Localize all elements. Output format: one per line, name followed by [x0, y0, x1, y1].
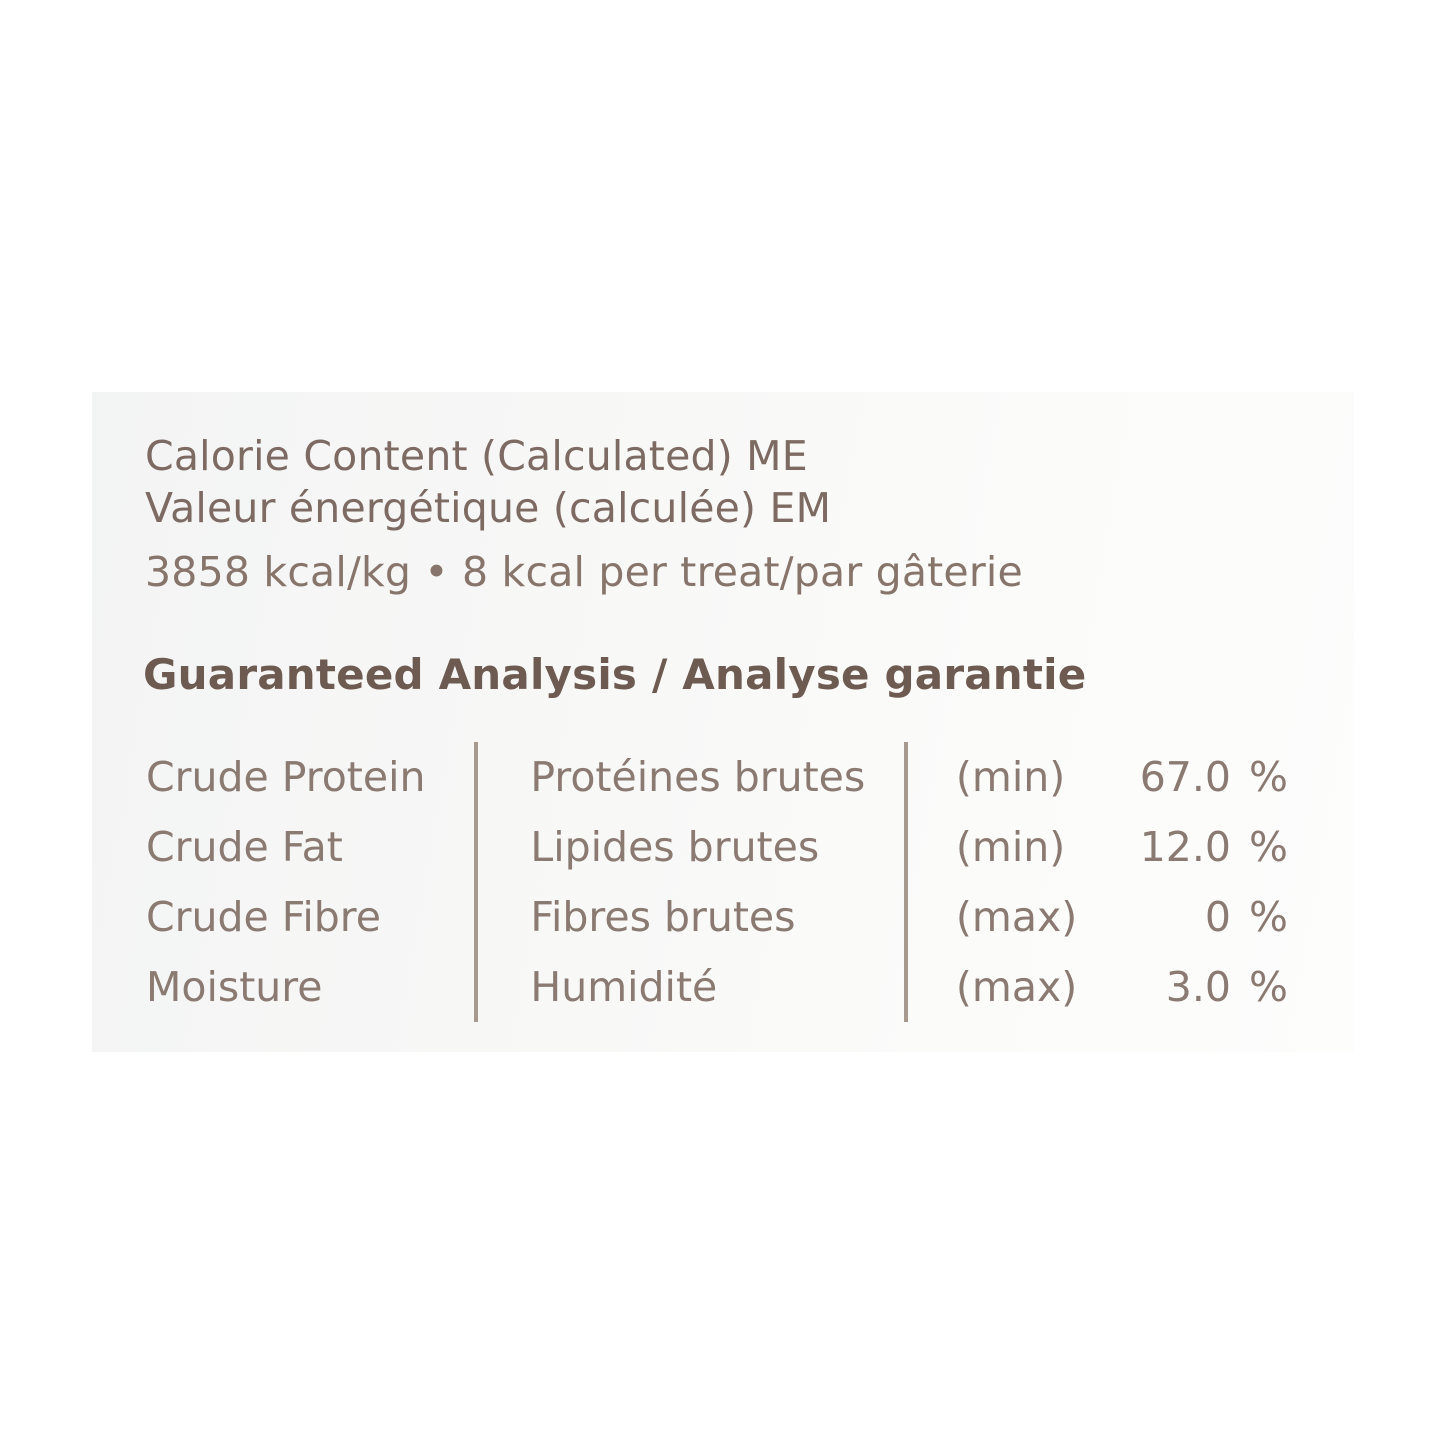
calorie-value-line: 3858 kcal/kg • 8 kcal per treat/par gâterie — [145, 548, 1023, 596]
nutrient-qualifier: (min) — [904, 812, 1064, 882]
table-row — [143, 952, 1288, 1022]
nutrient-value: 67.0 — [1139, 753, 1231, 801]
calorie-content-block — [145, 430, 1245, 598]
table-row — [143, 742, 1288, 812]
nutrient-unit: % — [1249, 893, 1288, 941]
nutrient-name-french: Lipides brutes — [474, 812, 904, 882]
table-row — [143, 882, 1288, 952]
guaranteed-analysis-table — [143, 742, 1288, 1022]
nutrient-name-french: Fibres brutes — [474, 882, 904, 952]
guaranteed-analysis-title: Guaranteed Analysis / Analyse garantie — [143, 650, 1087, 699]
nutrient-value: 3.0 — [1165, 963, 1231, 1011]
nutrient-name-english: Moisture — [146, 963, 323, 1011]
table-row — [143, 812, 1288, 882]
nutrient-value: 12.0 — [1139, 823, 1231, 871]
nutrient-qualifier: (max) — [904, 952, 1064, 1022]
nutrient-name-french: Humidité — [474, 952, 904, 1022]
calorie-heading-french: Valeur énergétique (calculée) EM — [145, 484, 832, 532]
nutrient-unit: % — [1249, 753, 1288, 801]
nutrient-unit: % — [1249, 963, 1288, 1011]
nutrient-unit: % — [1249, 823, 1288, 871]
nutrient-name-english: Crude Fat — [146, 823, 343, 871]
nutrient-name-english: Crude Protein — [146, 753, 426, 801]
nutrient-value: 0 — [1204, 893, 1231, 941]
calorie-heading-english: Calorie Content (Calculated) ME — [145, 432, 808, 480]
nutrient-name-english: Crude Fibre — [146, 893, 381, 941]
nutrient-qualifier: (max) — [904, 882, 1064, 952]
nutrient-name-french: Protéines brutes — [474, 742, 904, 812]
nutrient-qualifier: (min) — [904, 742, 1064, 812]
